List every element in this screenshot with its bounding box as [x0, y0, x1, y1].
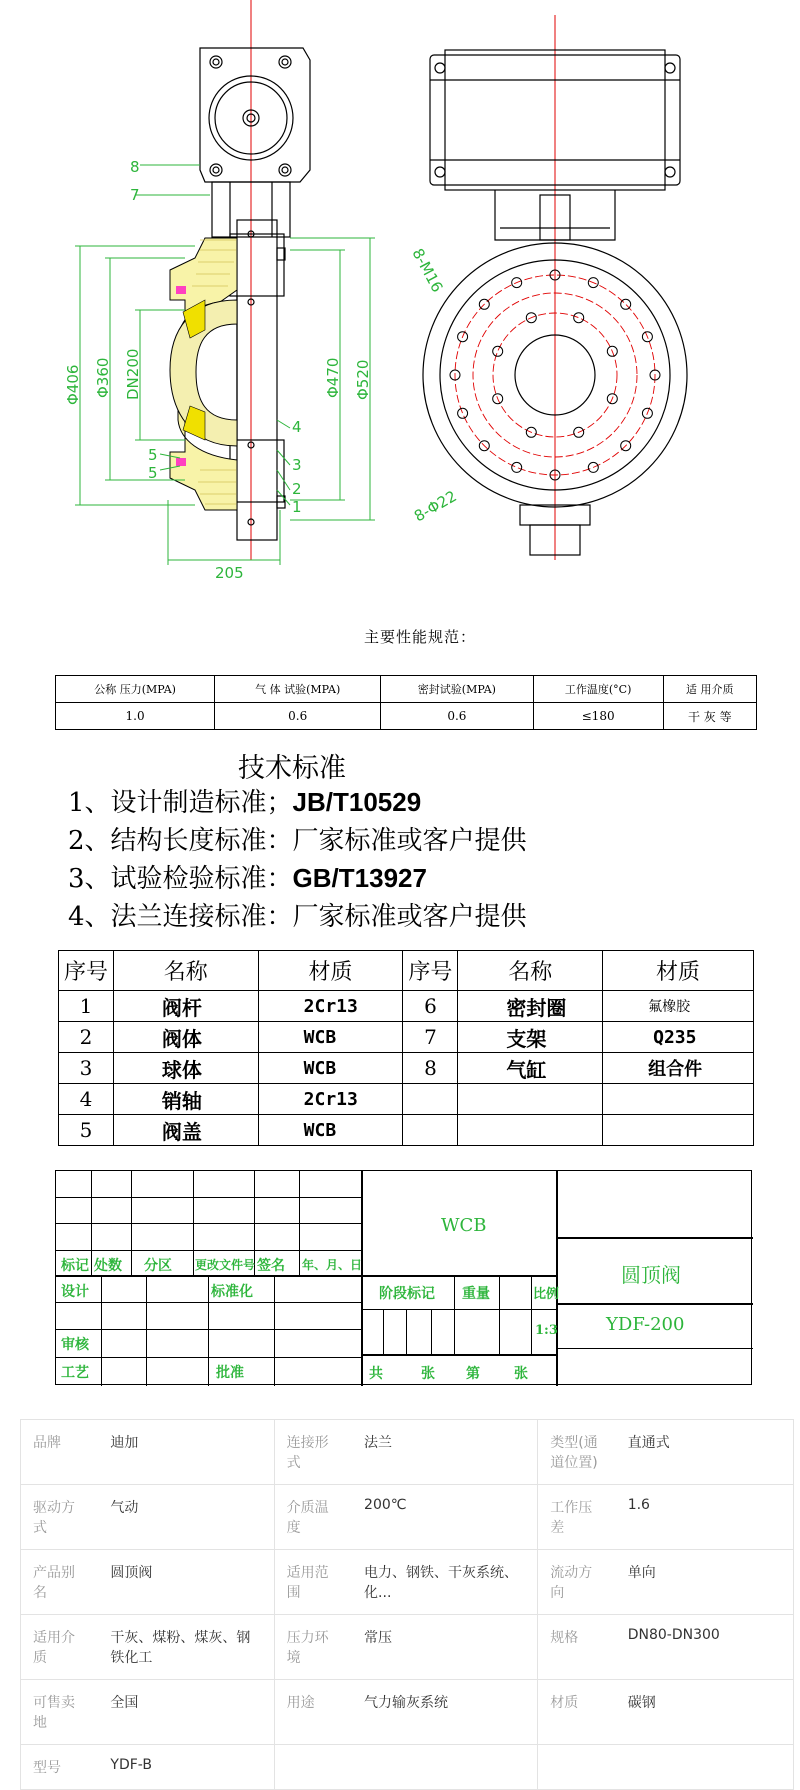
tb-label-sheets: 张: [421, 1366, 435, 1382]
attribute-value: 直通式: [616, 1420, 794, 1485]
attribute-value: 干灰、煤粉、煤灰、钢铁化工: [98, 1615, 274, 1680]
part-name: 密封圈: [458, 991, 603, 1022]
attribute-label: 品牌: [21, 1420, 99, 1485]
attribute-value: 常压: [352, 1615, 538, 1680]
tb-label-approve: 批准: [216, 1365, 244, 1381]
attribute-value: [616, 1745, 794, 1790]
front-view: [423, 15, 687, 560]
valve-drawing: [0, 0, 800, 600]
part-no: 6: [403, 991, 458, 1022]
tb-label-craft: 工艺: [61, 1365, 89, 1381]
attribute-value: 法兰: [352, 1420, 538, 1485]
attribute-label: [274, 1745, 352, 1790]
attribute-label: 用途: [274, 1680, 352, 1745]
parts-header-no-2: 序号: [403, 951, 458, 991]
part-no: 7: [403, 1022, 458, 1053]
tb-label-standard: 标准化: [211, 1284, 253, 1300]
part-name: 球体: [113, 1053, 258, 1084]
part-name: [458, 1115, 603, 1146]
tb-label-doc: 更改文件号: [195, 1258, 256, 1272]
part-name: 气缸: [458, 1053, 603, 1084]
attribute-value: 单向: [616, 1550, 794, 1615]
attribute-label: 材质: [538, 1680, 616, 1745]
part-name: 销轴: [113, 1084, 258, 1115]
label-part-1: 1: [292, 498, 302, 516]
tb-label-page: 第: [466, 1366, 480, 1382]
table-row: [59, 1115, 754, 1146]
tb-label-review: 审核: [61, 1337, 89, 1353]
attribute-label: 适用介质: [21, 1615, 99, 1680]
label-d520: Φ520: [354, 359, 372, 400]
label-width-205: 205: [215, 564, 244, 582]
tb-product-name: 圆顶阀: [621, 1263, 681, 1287]
attribute-value: 迪加: [98, 1420, 274, 1485]
tb-label-sign: 签名: [257, 1258, 285, 1274]
part-material: 组合件: [603, 1053, 754, 1084]
tb-model: YDF-200: [606, 1314, 685, 1335]
title-block: [55, 1170, 752, 1385]
part-name: 支架: [458, 1022, 603, 1053]
attribute-label: 压力环境: [274, 1615, 352, 1680]
tb-material: WCB: [441, 1215, 487, 1236]
tb-label-date: 年、月、日: [302, 1258, 363, 1272]
attribute-label: 驱动方式: [21, 1485, 99, 1550]
part-name: 阀杆: [113, 991, 258, 1022]
part-material: [603, 1115, 754, 1146]
bolt-hole: [458, 408, 468, 418]
part-name: [458, 1084, 603, 1115]
tb-label-mark: 标记: [61, 1258, 89, 1274]
table-row: [59, 991, 754, 1022]
part-no: [403, 1084, 458, 1115]
tb-label-sheet2: 张: [514, 1366, 528, 1382]
tb-label-count: 处数: [94, 1258, 122, 1274]
label-d360: Φ360: [94, 357, 112, 398]
tb-label-zone: 分区: [144, 1258, 172, 1274]
tb-label-total: 共: [369, 1366, 383, 1382]
parts-header-name-2: 名称: [458, 951, 603, 991]
attribute-value: [352, 1745, 538, 1790]
tb-label-weight: 重量: [462, 1286, 490, 1302]
part-no: 5: [59, 1115, 114, 1146]
spec-value-pressure: 1.0: [56, 703, 215, 730]
table-row: [21, 1420, 794, 1485]
attribute-label: 工作压差: [538, 1485, 616, 1550]
part-material: 2Cr13: [258, 991, 403, 1022]
spec-header-temp: 工作温度(°C): [533, 676, 663, 703]
part-material: 2Cr13: [258, 1084, 403, 1115]
spec-header-gas-test: 气 体 试验(MPA): [215, 676, 381, 703]
label-part-5a: 5: [148, 446, 158, 464]
attribute-value: 全国: [98, 1680, 274, 1745]
part-no: 4: [59, 1084, 114, 1115]
label-8-m16: 8-M16: [408, 245, 447, 296]
spec-caption: 主要性能规范：: [363, 628, 476, 646]
product-attributes-table: [20, 1419, 794, 1790]
attribute-value: 碳钢: [616, 1680, 794, 1745]
spec-header-seal-test: 密封试验(MPA): [381, 676, 533, 703]
part-material: Q235: [603, 1022, 754, 1053]
part-name: 阀盖: [113, 1115, 258, 1146]
table-row: [21, 1680, 794, 1745]
label-dn200: DN200: [124, 348, 142, 400]
label-d406: Φ406: [64, 364, 82, 405]
tb-scale: 1:3: [535, 1323, 558, 1338]
attribute-label: 型号: [21, 1745, 99, 1790]
attribute-value: YDF-B: [98, 1745, 274, 1790]
attribute-label: 适用范围: [274, 1550, 352, 1615]
tb-label-stage: 阶段标记: [379, 1286, 435, 1302]
label-part-8: 8: [130, 158, 140, 176]
table-row: [59, 1053, 754, 1084]
part-material: WCB: [258, 1115, 403, 1146]
parts-header-name: 名称: [113, 951, 258, 991]
spec-header-pressure: 公称 压力(MPA): [56, 676, 215, 703]
part-material: 氟橡胶: [603, 991, 754, 1022]
part-no: 2: [59, 1022, 114, 1053]
spec-table: [55, 675, 757, 730]
parts-header-material-2: 材质: [603, 951, 754, 991]
label-d470: Φ470: [324, 357, 342, 398]
attribute-value: 气力输灰系统: [352, 1680, 538, 1745]
attribute-value: 圆顶阀: [98, 1550, 274, 1615]
table-row: [59, 1022, 754, 1053]
attribute-label: 规格: [538, 1615, 616, 1680]
attribute-value: 电力、钢铁、干灰系统、化...: [352, 1550, 538, 1615]
tb-label-design: 设计: [61, 1284, 89, 1300]
bolt-hole: [512, 462, 522, 472]
label-part-7: 7: [130, 186, 140, 204]
standard-item: 4、法兰连接标准：厂家标准或客户提供: [68, 902, 527, 932]
part-no: [403, 1115, 458, 1146]
attribute-label: 可售卖地: [21, 1680, 99, 1745]
attribute-label: [538, 1745, 616, 1790]
attribute-value: 气动: [98, 1485, 274, 1550]
standard-item: 3、试验检验标准：GB/T13927: [68, 863, 427, 894]
table-row: [21, 1485, 794, 1550]
part-material: [603, 1084, 754, 1115]
attribute-label: 流动方向: [538, 1550, 616, 1615]
part-no: 8: [403, 1053, 458, 1084]
spec-value-temp: ≤180: [533, 703, 663, 730]
table-row: [21, 1550, 794, 1615]
ball-body: [170, 238, 237, 510]
spec-value-seal-test: 0.6: [381, 703, 533, 730]
part-material: WCB: [258, 1053, 403, 1084]
label-part-3: 3: [292, 456, 302, 474]
standard-item: 1、设计制造标准；JB/T10529: [68, 787, 422, 818]
part-no: 3: [59, 1053, 114, 1084]
attribute-value: 1.6: [616, 1485, 794, 1550]
standard-item: 2、结构长度标准：厂家标准或客户提供: [68, 826, 527, 856]
part-name: 阀体: [113, 1022, 258, 1053]
bolt-hole: [621, 299, 631, 309]
attribute-value: 200℃: [352, 1485, 538, 1550]
spec-value-medium: 干 灰 等: [663, 703, 756, 730]
label-part-2: 2: [292, 480, 302, 498]
attribute-label: 产品别名: [21, 1550, 99, 1615]
standards-title: 技术标准: [238, 753, 346, 784]
table-row: [59, 1084, 754, 1115]
attribute-label: 连接形式: [274, 1420, 352, 1485]
table-row: [21, 1745, 794, 1790]
label-part-5b: 5: [148, 464, 158, 482]
parts-header-material: 材质: [258, 951, 403, 991]
attribute-label: 类型(通道位置): [538, 1420, 616, 1485]
label-part-4: 4: [292, 418, 302, 436]
parts-header-no: 序号: [59, 951, 114, 991]
attribute-value: DN80-DN300: [616, 1615, 794, 1680]
parts-table: [58, 950, 754, 1146]
spec-header-medium: 适 用介质: [663, 676, 756, 703]
bolt-hole: [493, 346, 503, 356]
part-material: WCB: [258, 1022, 403, 1053]
table-row: [21, 1615, 794, 1680]
tb-label-ratio: 比例: [533, 1287, 560, 1302]
attribute-label: 介质温度: [274, 1485, 352, 1550]
spec-value-gas-test: 0.6: [215, 703, 381, 730]
part-no: 1: [59, 991, 114, 1022]
label-8-d22: 8-Φ22: [411, 486, 460, 526]
